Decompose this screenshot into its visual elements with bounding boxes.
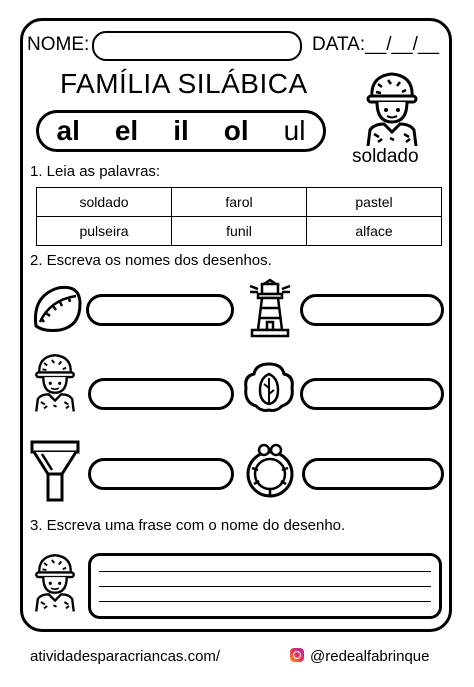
soldier-icon [360, 68, 424, 146]
word-cell: pulseira [37, 217, 172, 246]
word-cell: funil [172, 217, 307, 246]
website-text: atividadesparacriancas.com/ [30, 648, 221, 665]
nome-label: NOME: [27, 34, 90, 55]
lettuce-icon [242, 360, 296, 414]
syllable-al: al [56, 115, 80, 146]
lighthouse-icon [246, 278, 294, 338]
writing-line [99, 571, 431, 572]
word-cell: farol [172, 188, 307, 217]
writing-line [99, 601, 431, 602]
word-cell: soldado [37, 188, 172, 217]
soldier-icon [30, 348, 80, 414]
nome-field[interactable] [92, 31, 302, 61]
soldier-icon [30, 546, 80, 616]
answer-field-soldado[interactable] [88, 378, 234, 410]
answer-field-alface[interactable] [300, 378, 444, 410]
table-row [37, 217, 442, 246]
syllable-il: il [173, 115, 189, 146]
syllable-ul: ul [283, 115, 306, 146]
syllable-family [36, 110, 326, 152]
image-caption: soldado [352, 146, 419, 167]
syllable-ol: ol [223, 115, 249, 146]
answer-field-funil[interactable] [88, 458, 234, 490]
section1-label: 1. Leia as palavras: [30, 163, 161, 180]
page-title: FAMÍLIA SILÁBICA [60, 68, 308, 99]
answer-field-pastel[interactable] [86, 294, 234, 326]
data-label: DATA:__/__/__ [312, 34, 440, 55]
table-row [37, 188, 442, 217]
writing-line [99, 586, 431, 587]
answer-field-pulseira[interactable] [302, 458, 444, 490]
syllable-el: el [114, 115, 139, 146]
word-cell: pastel [307, 188, 442, 217]
answer-field-farol[interactable] [300, 294, 444, 326]
words-table [36, 187, 442, 246]
instagram-handle: @redealfabrinque [310, 648, 430, 665]
instagram-icon [290, 648, 304, 662]
sentence-field[interactable] [88, 553, 442, 619]
pastel-icon [30, 282, 84, 334]
funnel-icon [30, 440, 80, 502]
section2-label: 2. Escreva os nomes dos desenhos. [30, 252, 272, 269]
section3-label: 3. Escreva uma frase com o nome do desenho. [30, 517, 346, 534]
word-cell: alface [307, 217, 442, 246]
bracelet-icon [242, 440, 298, 500]
